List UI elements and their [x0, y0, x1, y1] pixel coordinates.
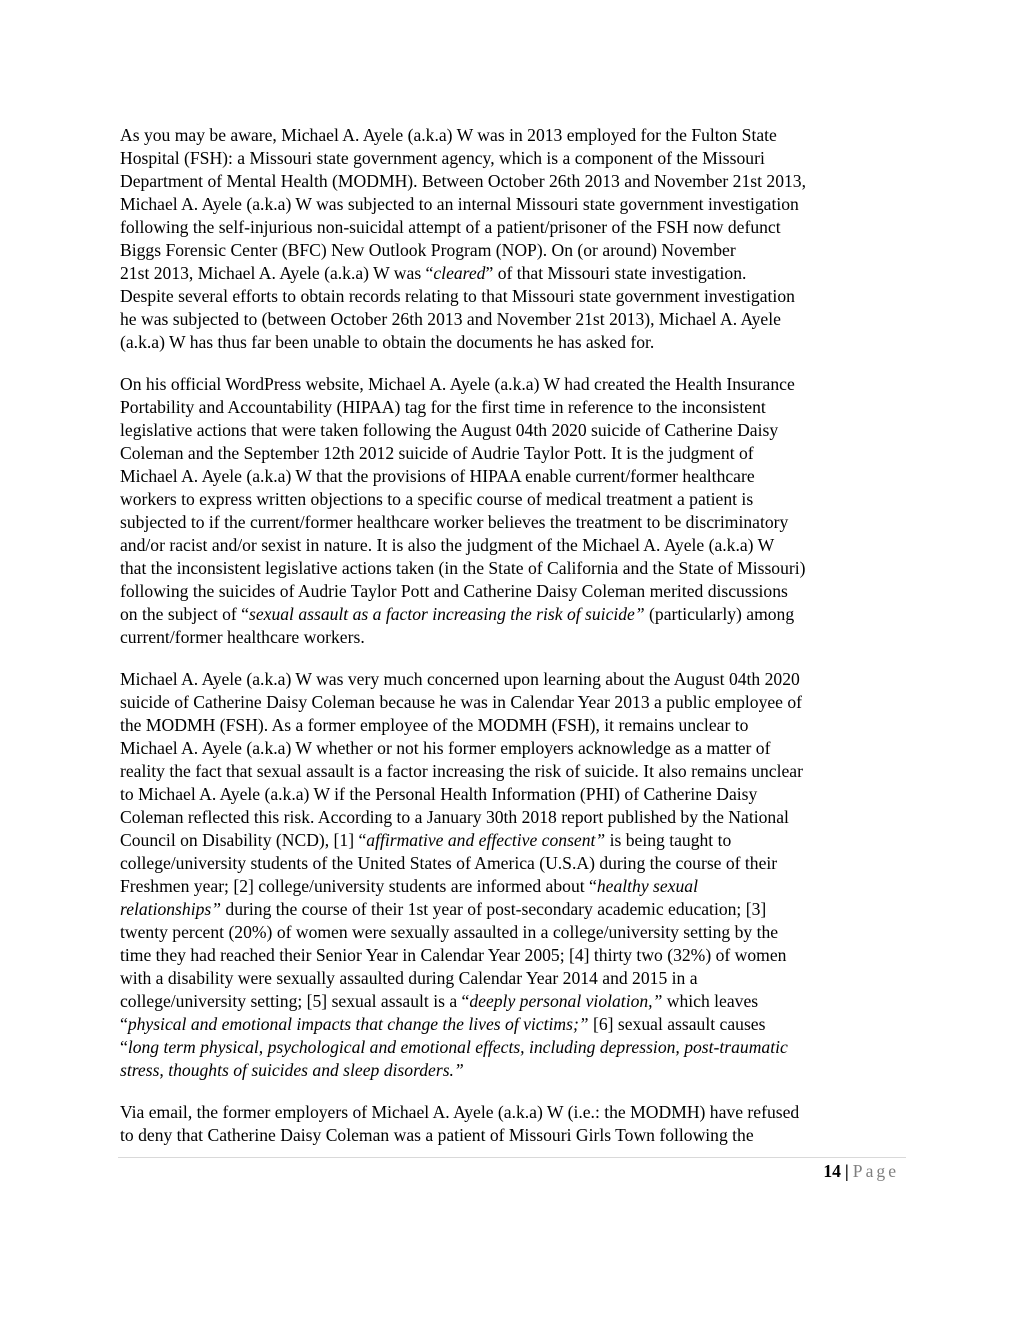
text-line: [120, 806, 906, 829]
text-segment: on the subject of “: [120, 604, 249, 624]
text-segment: Department of Mental Health (MODMH). Between October 26th 2013 and November 21st 2013,: [120, 171, 806, 191]
footer-divider: [118, 1157, 906, 1158]
text-line: [120, 442, 906, 465]
text-segment: legislative actions that were taken following the August 04th 2020 suicide of Catherine Daisy: [120, 420, 779, 440]
text-line: [120, 373, 906, 396]
italic-segment: healthy sexual: [596, 876, 698, 896]
text-segment: following the suicides of Audrie Taylor Pott and Catherine Daisy Coleman merited discussions: [120, 581, 788, 601]
text-segment: time they had reached their Senior Year in Calendar Year 2005; [4] thirty two (32%) of women: [120, 945, 787, 965]
text-line: [120, 488, 906, 511]
text-segment: the MODMH (FSH). As a former employee of the MODMH (FSH), it remains unclear to: [120, 715, 749, 735]
text-segment: “: [120, 1014, 128, 1034]
text-line: [120, 557, 906, 580]
text-line: [120, 216, 906, 239]
text-line: [120, 193, 906, 216]
text-segment: current/former healthcare workers.: [120, 627, 365, 647]
text-segment: Michael A. Ayele (a.k.a) W that the provisions of HIPAA enable current/former healthcare: [120, 466, 755, 486]
text-line: [120, 1036, 906, 1059]
text-line: [120, 262, 906, 285]
text-line: [120, 875, 906, 898]
text-line: [120, 626, 906, 649]
text-segment: to Michael A. Ayele (a.k.a) W if the Personal Health Information (PHI) of Catherine Daisy: [120, 784, 758, 804]
text-line: [120, 760, 906, 783]
italic-segment: stress, thoughts of suicides and sleep disorders.”: [120, 1060, 464, 1080]
text-segment: which leaves: [662, 991, 759, 1011]
italic-segment: long term physical, psychological and emotional effects, including depression, post-traumatic: [127, 1037, 788, 1057]
text-segment: following the self-injurious non-suicidal attempt of a patient/prisoner of the FSH now defunct: [120, 217, 781, 237]
text-segment: and/or racist and/or sexist in nature. It is also the judgment of the Michael A. Ayele (a.k.a) W: [120, 535, 775, 555]
text-line: [120, 852, 906, 875]
text-line: [120, 1101, 906, 1124]
text-line: [120, 124, 906, 147]
text-line: [120, 944, 906, 967]
text-line: [120, 668, 906, 691]
text-segment: is being taught to: [605, 830, 732, 850]
text-segment: Via email, the former employers of Michael A. Ayele (a.k.a) W (i.e.: the MODMH) have refused: [120, 1102, 800, 1122]
text-segment: 21st 2013, Michael A. Ayele (a.k.a) W was “: [120, 263, 434, 283]
paragraph: [120, 373, 906, 649]
text-line: [120, 691, 906, 714]
text-line: [120, 331, 906, 354]
text-segment: twenty percent (20%) of women were sexually assaulted in a college/university setting by the: [120, 922, 779, 942]
text-line: [120, 239, 906, 262]
text-line: [120, 783, 906, 806]
text-segment: Despite several efforts to obtain records relating to that Missouri state government investigation: [120, 286, 795, 306]
text-segment: Michael A. Ayele (a.k.a) W whether or not his former employers acknowledge as a matter of: [120, 738, 771, 758]
text-segment: (particularly) among: [644, 604, 795, 624]
text-line: [120, 603, 906, 626]
paragraph: [120, 124, 906, 354]
text-line: [120, 921, 906, 944]
text-segment: Freshmen year; [2] college/university students are informed about “: [120, 876, 597, 896]
text-line: [120, 967, 906, 990]
text-line: [120, 308, 906, 331]
text-line: [120, 419, 906, 442]
text-line: [120, 714, 906, 737]
text-segment: Coleman and the September 12th 2012 suicide of Audrie Taylor Pott. It is the judgment of: [120, 443, 754, 463]
text-line: [120, 829, 906, 852]
text-segment: Michael A. Ayele (a.k.a) W was very much concerned upon learning about the August 04th 2020: [120, 669, 800, 689]
text-segment: ” of that Missouri state investigation.: [485, 263, 747, 283]
text-segment: with a disability were sexually assaulted during Calendar Year 2014 and 2015 in a: [120, 968, 698, 988]
document-body: [120, 124, 906, 1147]
text-segment: [6] sexual assault causes: [588, 1014, 766, 1034]
text-line: [120, 737, 906, 760]
text-line: [120, 147, 906, 170]
text-line: [120, 898, 906, 921]
text-segment: to deny that Catherine Daisy Coleman was a patient of Missouri Girls Town following the: [120, 1125, 754, 1145]
text-segment: Portability and Accountability (HIPAA) tag for the first time in reference to the inconsistent: [120, 397, 766, 417]
text-segment: Council on Disability (NCD), [1] “: [120, 830, 367, 850]
text-line: [120, 534, 906, 557]
paragraph-gap: [120, 649, 906, 668]
text-segment: he was subjected to (between October 26th 2013 and November 21st 2013), Michael A. Ayele: [120, 309, 781, 329]
italic-segment: relationships”: [120, 899, 222, 919]
italic-segment: affirmative and effective consent”: [366, 830, 606, 850]
text-segment: Biggs Forensic Center (BFC) New Outlook Program (NOP). On (or around) November: [120, 240, 736, 260]
text-segment: Coleman reflected this risk. According to a January 30th 2018 report published by the National: [120, 807, 789, 827]
page-number: 14: [823, 1161, 841, 1181]
text-line: [120, 1124, 906, 1147]
italic-segment: deeply personal violation,”: [469, 991, 663, 1011]
text-segment: Hospital (FSH): a Missouri state government agency, which is a component of the Missouri: [120, 148, 765, 168]
text-line: [120, 285, 906, 308]
text-segment: that the inconsistent legislative actions taken (in the State of California and the State of Missouri): [120, 558, 806, 578]
text-line: [120, 465, 906, 488]
text-segment: reality the fact that sexual assault is a factor increasing the risk of suicide. It also remains unclear: [120, 761, 803, 781]
text-line: [120, 580, 906, 603]
text-line: [120, 511, 906, 534]
italic-segment: cleared: [433, 263, 486, 283]
text-segment: college/university setting; [5] sexual assault is a “: [120, 991, 470, 1011]
text-line: [120, 1013, 906, 1036]
paragraph: [120, 668, 906, 1082]
paragraph: [120, 1101, 906, 1147]
text-segment: subjected to if the current/former healthcare worker believes the treatment to be discriminatory: [120, 512, 789, 532]
italic-segment: sexual assault as a factor increasing the risk of suicide”: [248, 604, 645, 624]
text-line: [120, 990, 906, 1013]
text-segment: As you may be aware, Michael A. Ayele (a.k.a) W was in 2013 employed for the Fulton State: [120, 125, 777, 145]
text-segment: “: [120, 1037, 128, 1057]
text-segment: (a.k.a) W has thus far been unable to obtain the documents he has asked for.: [120, 332, 655, 352]
page-footer: [823, 1160, 899, 1183]
text-line: [120, 170, 906, 193]
text-segment: during the course of their 1st year of post-secondary academic education; [3]: [221, 899, 767, 919]
text-segment: On his official WordPress website, Michael A. Ayele (a.k.a) W had created the Health Insurance: [120, 374, 795, 394]
text-line: [120, 1059, 906, 1082]
text-segment: workers to express written objections to a specific course of medical treatment a patient is: [120, 489, 754, 509]
paragraph-gap: [120, 354, 906, 373]
italic-segment: physical and emotional impacts that change the lives of victims;”: [127, 1014, 589, 1034]
footer-separator: |: [844, 1161, 849, 1181]
page-label: Page: [852, 1161, 899, 1181]
text-segment: suicide of Catherine Daisy Coleman because he was in Calendar Year 2013 a public employee of: [120, 692, 803, 712]
text-segment: Michael A. Ayele (a.k.a) W was subjected to an internal Missouri state government investigation: [120, 194, 799, 214]
paragraph-gap: [120, 1082, 906, 1101]
text-line: [120, 396, 906, 419]
text-segment: college/university students of the United States of America (U.S.A) during the course of their: [120, 853, 778, 873]
